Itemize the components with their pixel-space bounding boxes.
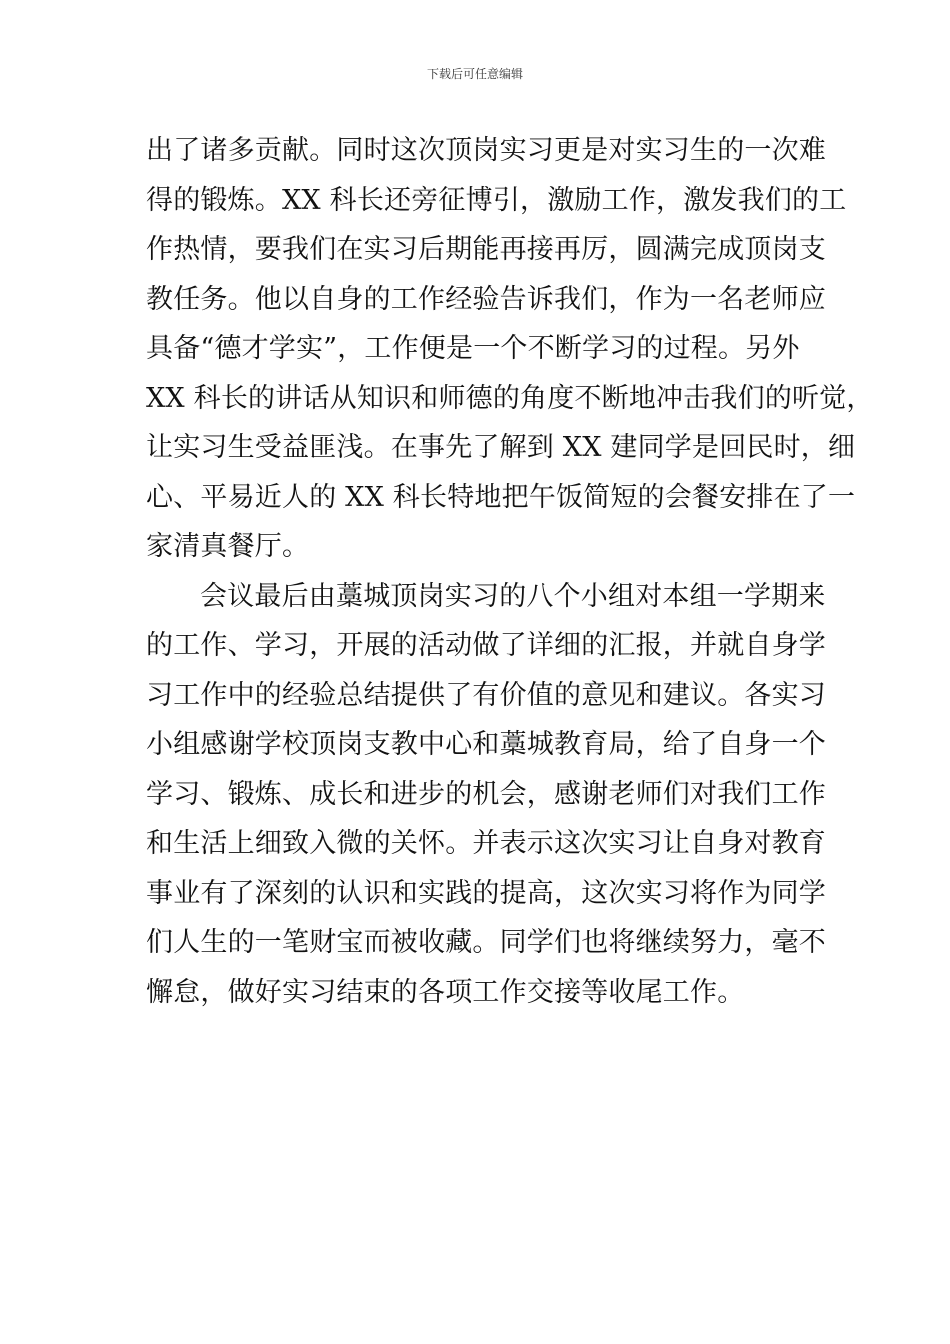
text-line: 教任务。他以自身的工作经验告诉我们，作为一名老师应	[146, 283, 826, 315]
document-body	[146, 126, 874, 1017]
text-line: 作热情，要我们在实习后期能再接再厉，圆满完成顶岗支	[146, 234, 826, 265]
text-line: 家清真餐厅。	[146, 531, 310, 562]
text-line: 的工作、学习，开展的活动做了详细的汇报，并就自身学	[146, 630, 826, 661]
paragraph-1	[146, 126, 874, 572]
text-line: 懈怠，做好实习结束的各项工作交接等收尾工作。	[146, 976, 745, 1008]
text-line: XX 科长的讲话从知识和师德的角度不断地冲击我们的听觉，	[146, 382, 874, 414]
text-line: 们人生的一笔财宝而被收藏。同学们也将继续努力，毫不	[146, 927, 826, 958]
text-line: 得的锻炼。XX 科长还旁征博引，激励工作，激发我们的工	[146, 184, 847, 216]
page-header-note: 下载后可任意编辑	[426, 67, 523, 81]
text-line: 具备“德才学实”，工作便是一个不断学习的过程。另外	[146, 333, 800, 364]
paragraph-2	[146, 572, 836, 1018]
text-line: 心、平易近人的 XX 科长特地把午饭简短的会餐安排在了一	[146, 481, 856, 513]
text-line: 让实习生受益匪浅。在事先了解到 XX 建同学是回民时，细	[146, 432, 856, 463]
text-line: 会议最后由藁城顶岗实习的八个小组对本组一学期来	[200, 580, 826, 612]
text-line: 事业有了深刻的认识和实践的提高，这次实习将作为同学	[146, 877, 826, 909]
text-line: 小组感谢学校顶岗支教中心和藁城教育局，给了自身一个	[146, 729, 826, 760]
text-line: 学习、锻炼、成长和进步的机会，感谢老师们对我们工作	[146, 778, 826, 810]
text-line: 和生活上细致入微的关怀。并表示这次实习让自身对教育	[146, 828, 826, 859]
text-line: 出了诸多贡献。同时这次顶岗实习更是对实习生的一次难	[146, 135, 826, 166]
text-line: 习工作中的经验总结提供了有价值的意见和建议。各实习	[146, 679, 826, 711]
